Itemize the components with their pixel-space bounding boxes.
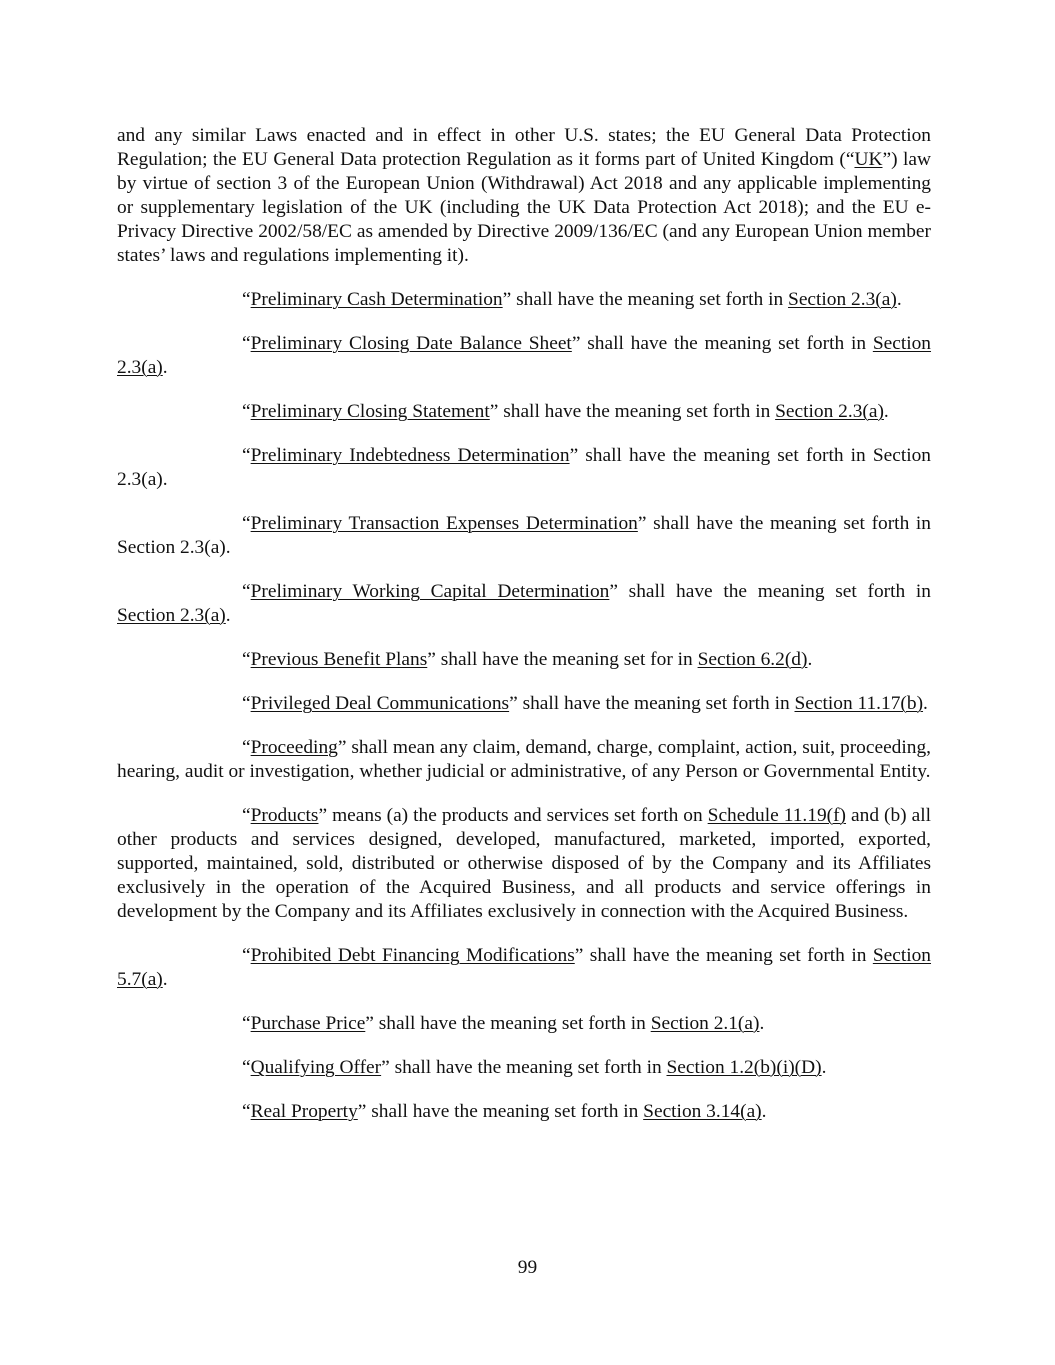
definition-proceeding bbox=[117, 736, 931, 784]
defined-term: Preliminary Closing Statement bbox=[250, 401, 490, 422]
defined-term: Preliminary Transaction Expenses Determination bbox=[250, 513, 638, 534]
section-reference: Section 2.3(a) bbox=[775, 401, 884, 422]
section-reference: Section 1.2(b)(i)(D) bbox=[666, 1057, 822, 1078]
open-quote: “ bbox=[242, 945, 251, 966]
definition-text: ” shall have the meaning set forth in bbox=[381, 1057, 667, 1078]
document-body bbox=[117, 124, 931, 1144]
term-uk: UK bbox=[854, 149, 883, 170]
definition-real-property bbox=[117, 1100, 931, 1124]
period: . bbox=[923, 693, 928, 714]
defined-term: Products bbox=[250, 805, 319, 826]
defined-term: Privileged Deal Communications bbox=[250, 693, 510, 714]
definition-previous-benefit-plans bbox=[117, 648, 931, 672]
definition-products bbox=[117, 804, 931, 924]
open-quote: “ bbox=[242, 737, 251, 758]
definition-text: ” shall have the meaning set forth in bbox=[571, 333, 873, 354]
definition-preliminary-cash-determination bbox=[117, 288, 931, 312]
definition-text: ” shall have the meaning set forth in bbox=[509, 693, 795, 714]
defined-term: Preliminary Indebtedness Determination bbox=[250, 445, 570, 466]
definition-text: ” shall have the meaning set forth in bbox=[574, 945, 873, 966]
definition-text: ” shall have the meaning set forth in bbox=[357, 1101, 644, 1122]
definition-purchase-price bbox=[117, 1012, 931, 1036]
definition-preliminary-closing-date-balance-sheet bbox=[117, 332, 931, 380]
paragraph-intro bbox=[117, 124, 931, 268]
definition-text-continued: and (b) all other products and services designed, developed, manufactured, marketed, imported, exported, supported, maintained, sold, distributed or otherwise disposed of by the Company and its Affiliates exclusively in the operation of the Acquired Business, and all products and service offerings in development by the Company and its Affiliates exclusively in connection with the Acquired Business. bbox=[117, 805, 931, 922]
definition-text: ” shall have the meaning set forth in bbox=[365, 1013, 651, 1034]
definition-privileged-deal-communications bbox=[117, 692, 931, 716]
section-reference: Section 2.1(a) bbox=[650, 1013, 760, 1034]
defined-term: Purchase Price bbox=[250, 1013, 366, 1034]
period: . bbox=[761, 1101, 767, 1122]
open-quote: “ bbox=[242, 1013, 251, 1034]
definition-text: ” shall have the meaning set forth in bbox=[489, 401, 776, 422]
defined-term: Previous Benefit Plans bbox=[250, 649, 428, 670]
intro-text-2: ”) law by virtue of section 3 of the European Union (Withdrawal) Act 2018 and any applicable implementing or supplementary legislation of the UK (including the UK Data Protection Act 2018); and the EU e-Privacy Directive 2002/58/EC as amended by Directive 2009/136/EC (and any European Union member states’ laws and regulations implementing it). bbox=[117, 149, 931, 266]
defined-term: Preliminary Working Capital Determination bbox=[250, 581, 610, 602]
open-quote: “ bbox=[242, 581, 251, 602]
period: . bbox=[807, 649, 813, 670]
definition-text: ” shall have the meaning set forth in Section 2.3(a). bbox=[117, 445, 931, 490]
period: . bbox=[759, 1013, 765, 1034]
period: . bbox=[225, 605, 231, 626]
period: . bbox=[162, 357, 168, 378]
open-quote: “ bbox=[242, 333, 251, 354]
open-quote: “ bbox=[242, 445, 251, 466]
section-reference: Section 2.3(a) bbox=[788, 289, 897, 310]
definition-preliminary-transaction-expenses-determination bbox=[117, 512, 931, 560]
definition-text: ” shall mean any claim, demand, charge, complaint, action, suit, proceeding, hearing, audit or investigation, whether judicial or administrative, of any Person or Governmental Entity. bbox=[117, 737, 931, 782]
definition-qualifying-offer bbox=[117, 1056, 931, 1080]
open-quote: “ bbox=[242, 693, 251, 714]
definition-prohibited-debt-financing-modifications bbox=[117, 944, 931, 992]
schedule-reference: Schedule 11.19(f) bbox=[707, 805, 847, 826]
open-quote: “ bbox=[242, 1057, 251, 1078]
defined-term: Real Property bbox=[250, 1101, 358, 1122]
open-quote: “ bbox=[242, 289, 251, 310]
open-quote: “ bbox=[242, 805, 251, 826]
definition-text: ” means (a) the products and services set forth on bbox=[318, 805, 708, 826]
period: . bbox=[883, 401, 889, 422]
period: . bbox=[896, 289, 902, 310]
defined-term: Preliminary Cash Determination bbox=[250, 289, 503, 310]
section-reference: Section 2.3(a) bbox=[117, 605, 226, 626]
section-reference: Section 3.14(a) bbox=[643, 1101, 762, 1122]
section-reference: Section 2.3(a) bbox=[117, 333, 932, 378]
definition-text: ” shall have the meaning set for in bbox=[427, 649, 698, 670]
defined-term: Qualifying Offer bbox=[250, 1057, 382, 1078]
definition-text: ” shall have the meaning set forth in bbox=[609, 581, 931, 602]
definition-preliminary-closing-statement bbox=[117, 400, 931, 424]
defined-term: Proceeding bbox=[250, 737, 338, 758]
open-quote: “ bbox=[242, 513, 251, 534]
open-quote: “ bbox=[242, 1101, 251, 1122]
defined-term: Preliminary Closing Date Balance Sheet bbox=[250, 333, 572, 354]
period: . bbox=[821, 1057, 827, 1078]
definition-text: ” shall have the meaning set forth in Section 2.3(a). bbox=[117, 513, 931, 558]
definition-text: ” shall have the meaning set forth in bbox=[502, 289, 789, 310]
intro-text-1: and any similar Laws enacted and in effect in other U.S. states; the EU General Data Protection Regulation; the EU General Data protection Regulation as it forms part of United Kingdom (“ bbox=[117, 125, 931, 170]
definition-preliminary-indebtedness-determination bbox=[117, 444, 931, 492]
defined-term: Prohibited Debt Financing Modifications bbox=[250, 945, 575, 966]
period: . bbox=[162, 969, 168, 990]
section-reference: Section 11.17(b) bbox=[794, 693, 924, 714]
open-quote: “ bbox=[242, 649, 251, 670]
section-reference: Section 6.2(d) bbox=[697, 649, 808, 670]
definition-preliminary-working-capital-determination bbox=[117, 580, 931, 628]
open-quote: “ bbox=[242, 401, 251, 422]
page-number: 99 bbox=[517, 1257, 538, 1278]
section-reference: Section 5.7(a) bbox=[117, 945, 932, 990]
